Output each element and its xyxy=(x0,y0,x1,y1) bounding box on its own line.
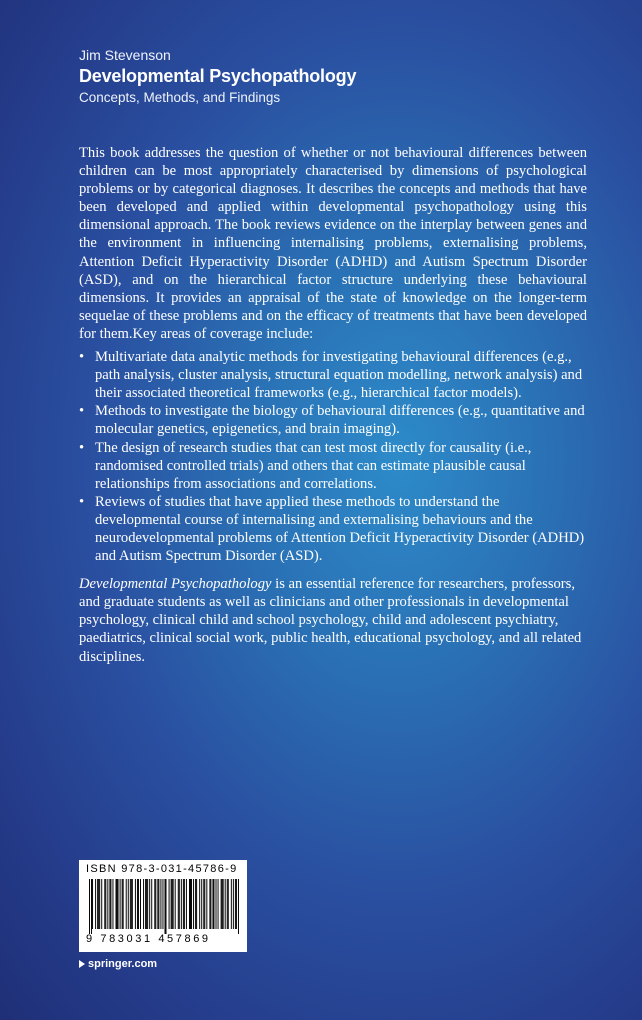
barcode-bar xyxy=(101,879,102,929)
coverage-item-text: Methods to investigate the biology of behavioural differences (e.g., quantitative and molecular genetics, epigenetics, and brain imaging). xyxy=(95,403,585,438)
cover-header xyxy=(79,46,356,107)
coverage-item-text: Reviews of studies that have applied these methods to understand the developmental course of internalising and externalising behaviours and the neurodevelopmental problems of Attention Deficit Hyperactivity Disorder (ADHD) and Autism Spectrum Disorder (ASD). xyxy=(95,493,585,565)
bullet-icon: • xyxy=(79,349,85,366)
barcode-bar xyxy=(227,879,228,929)
barcode-bar xyxy=(225,879,226,929)
barcode-bar xyxy=(235,879,236,929)
barcode-bar xyxy=(130,879,131,929)
barcode-bar xyxy=(169,879,170,929)
barcode-digits: 9 783031 457869 xyxy=(86,933,211,945)
description-intro: This book addresses the question of whether or not behavioural differences between children can be most appropriately characterised by dimensions of psychological problems or by categorical diagnoses. It describes the concepts and methods that have been developed and applied within developmental psychopathology using this dimensional approach. The book reviews evidence on the interplay between genes and the environment in influencing internalising problems, externalising problems, Attention Deficit Hyperactivity Disorder (ADHD) and Autism Spectrum Disorder (ASD), and on the hierarchical factor structure underlying these behavioural dimensions. It provides an appraisal of the state of knowledge on the longer-term sequelae of these problems and on the efficacy of treatments that have been developed for them.Key areas of coverage include: xyxy=(79,145,587,342)
barcode-bar xyxy=(116,879,117,929)
barcode-bar xyxy=(155,879,156,929)
barcode-bar xyxy=(231,879,232,929)
barcode-bar xyxy=(172,879,173,929)
barcode-bar xyxy=(89,879,90,934)
barcode-bar xyxy=(91,879,92,934)
barcode-bar xyxy=(122,879,123,929)
barcode-bar xyxy=(105,879,106,929)
barcode-bar xyxy=(165,879,166,934)
barcode-bar xyxy=(147,879,148,929)
barcode-bar xyxy=(173,879,174,929)
barcode-bar xyxy=(98,879,99,929)
barcode-bar xyxy=(160,879,161,929)
publisher-link[interactable] xyxy=(79,958,157,970)
barcode-bar xyxy=(216,879,217,929)
barcode-bar xyxy=(199,879,200,929)
coverage-item-text: Multivariate data analytic methods for investigating behavioural differences (e.g., path analysis, cluster analysis, structural equation modelling, network analysis) and their associated theoretical frameworks (e.g., hierarchical factor models). xyxy=(95,349,583,402)
barcode-bar xyxy=(166,879,167,934)
barcode-bar xyxy=(179,879,180,929)
book-subtitle: Concepts, Methods, and Findings xyxy=(79,90,281,105)
barcode-bar xyxy=(92,879,93,929)
barcode-bar xyxy=(154,879,155,929)
publisher-url: springer.com xyxy=(88,958,158,970)
isbn-barcode xyxy=(79,860,247,952)
barcode-bar xyxy=(149,879,150,929)
barcode-bar xyxy=(109,879,110,929)
barcode-bar xyxy=(223,879,224,929)
barcode-bar xyxy=(131,879,132,929)
barcode-bar xyxy=(126,879,127,929)
barcode-bar xyxy=(171,879,172,929)
author-name: Jim Stevenson xyxy=(79,47,171,63)
barcode-bar xyxy=(143,879,144,929)
barcode-bar xyxy=(135,879,136,929)
coverage-item xyxy=(79,493,587,565)
coverage-item xyxy=(79,402,587,438)
barcode-bar xyxy=(218,879,219,929)
barcode-bar xyxy=(196,879,197,929)
barcode-bar xyxy=(228,879,229,929)
barcode-bar xyxy=(236,879,237,929)
barcode-bar xyxy=(221,879,222,929)
coverage-item xyxy=(79,439,587,493)
barcode-bar xyxy=(145,879,146,929)
barcode-bar xyxy=(190,879,191,929)
barcode-bar xyxy=(162,879,163,929)
coverage-list xyxy=(79,348,587,565)
barcode-bar xyxy=(210,879,211,929)
barcode-bar xyxy=(132,879,133,929)
barcode-bar xyxy=(99,879,100,929)
barcode-bar xyxy=(183,879,184,929)
barcode-bar xyxy=(193,879,194,929)
arrow-right-icon xyxy=(79,960,85,968)
bullet-icon: • xyxy=(79,439,85,456)
barcode-bar xyxy=(184,879,185,929)
barcode-bar xyxy=(117,879,118,929)
barcode-bar xyxy=(178,879,179,929)
barcode-bar xyxy=(213,879,214,929)
closing-text: is an essential reference for researchers, professors, and graduate students as well as clinicians and other professionals in developmental psychology, clinical child and school psychology, child and adolescent psychiatry, paediatrics, clinical social work, public health, educational psychology, and all related disciplines. xyxy=(79,576,582,665)
barcode-bar xyxy=(233,879,234,929)
closing-book-title: Developmental Psychopathology xyxy=(79,576,272,593)
barcode-bar xyxy=(204,879,205,929)
barcode-bar xyxy=(97,879,98,929)
barcode-bar xyxy=(206,879,207,929)
barcode-bar xyxy=(181,879,182,929)
barcode-bars xyxy=(89,879,239,934)
barcode-bar xyxy=(151,879,152,929)
bullet-icon: • xyxy=(79,403,85,420)
isbn-label: ISBN 978-3-031-45786-9 xyxy=(86,863,238,875)
barcode-bar xyxy=(138,879,139,929)
barcode-bar xyxy=(203,879,204,929)
coverage-item-text: The design of research studies that can test most directly for causality (i.e., randomised controlled trials) and others that can estimate plausible causal relationships from associations and correlations. xyxy=(95,439,532,492)
coverage-item xyxy=(79,348,587,402)
barcode-bar xyxy=(189,879,190,929)
barcode-bar xyxy=(186,879,187,929)
barcode-bar xyxy=(158,879,159,929)
barcode-bar xyxy=(140,879,141,929)
description-closing xyxy=(79,575,587,665)
description xyxy=(79,144,587,666)
barcode-bar xyxy=(112,879,113,929)
barcode-bar xyxy=(146,879,147,929)
barcode-bar xyxy=(118,879,119,929)
barcode-bar xyxy=(212,879,213,929)
barcode-bar xyxy=(120,879,121,929)
barcode-bar xyxy=(238,879,239,934)
barcode-bar xyxy=(128,879,129,929)
bullet-icon: • xyxy=(79,493,85,510)
barcode-bar xyxy=(95,879,96,929)
barcode-bar xyxy=(104,879,105,929)
barcode-bar xyxy=(123,879,124,929)
barcode-bar xyxy=(110,879,111,929)
barcode-bar xyxy=(222,879,223,929)
barcode-bar xyxy=(191,879,192,929)
barcode-bar xyxy=(175,879,176,929)
barcode-bar xyxy=(157,879,158,929)
barcode-bar xyxy=(107,879,108,929)
barcode-bar xyxy=(201,879,202,929)
book-title: Developmental Psychopathology xyxy=(79,66,357,86)
barcode-bar xyxy=(137,879,138,929)
barcode-bar xyxy=(195,879,196,929)
barcode-bar xyxy=(209,879,210,929)
